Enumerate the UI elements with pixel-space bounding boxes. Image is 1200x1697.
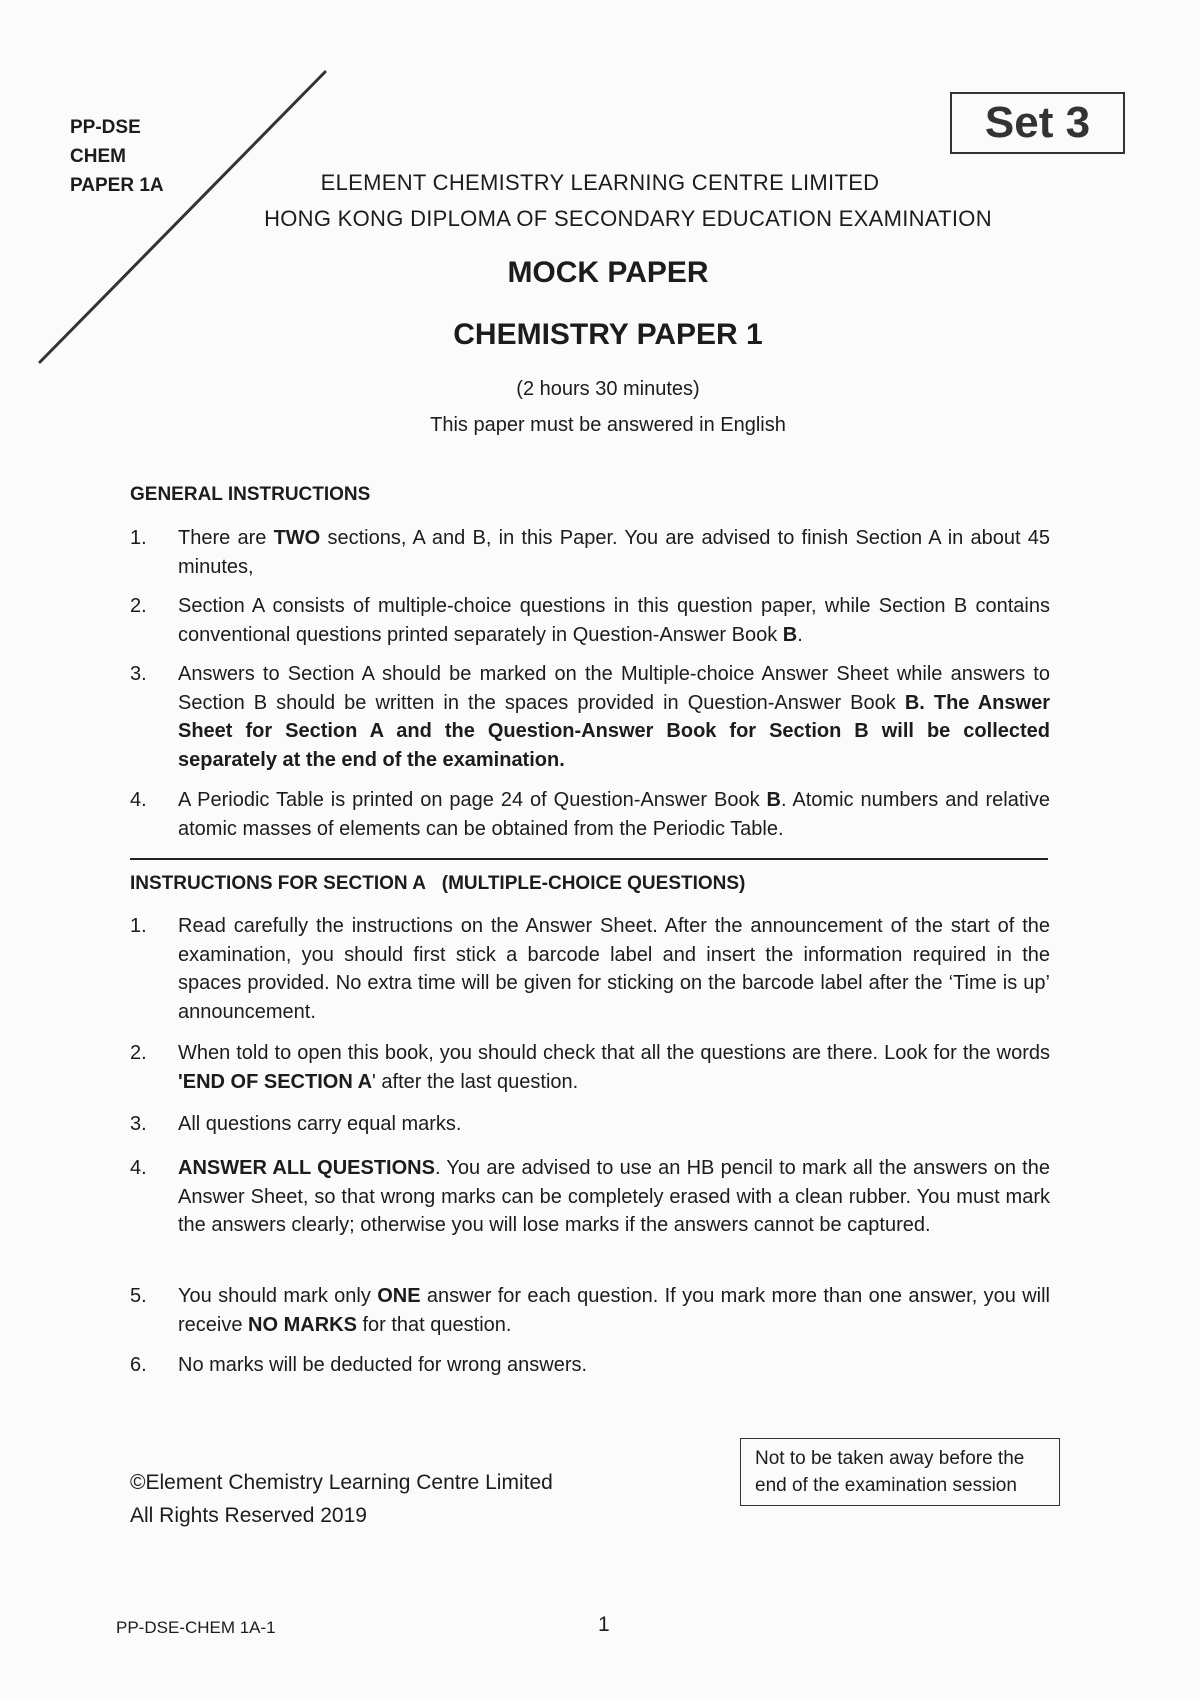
section-divider <box>130 858 1048 860</box>
list-item <box>130 524 1050 581</box>
emphasis-text: 'END OF SECTION A <box>178 1070 373 1093</box>
item-text <box>178 912 1050 1026</box>
copyright-notice <box>130 1466 553 1532</box>
item-text <box>178 1351 1050 1380</box>
emphasis-text: The Answer Sheet for Section A and the Question-Answer Book for Section B will be collected separately at the end of the examination. <box>178 691 1050 771</box>
item-text <box>178 660 1050 774</box>
text-run: Read carefully the instructions on the Answer Sheet. After the announcement of the start of the examination, you should first stick a barcode label and insert the information required in the spaces provided. No extra time will be given for sticking on the barcode label after the ‘Time is up’ announcement. <box>178 915 1050 1023</box>
general-instructions-heading: GENERAL INSTRUCTIONS <box>130 484 371 505</box>
item-text <box>178 786 1050 843</box>
page-title: MOCK PAPER <box>507 256 709 289</box>
text-run: answer for each question. If you mark more than one answer, you will receive <box>178 1285 1050 1336</box>
page-number: 1 <box>598 1613 610 1636</box>
paper-code-line: CHEM <box>70 146 126 167</box>
text-run: . <box>797 623 803 646</box>
organisation-name: ELEMENT CHEMISTRY LEARNING CENTRE LIMITED <box>320 170 880 195</box>
item-text <box>178 524 1050 581</box>
set-badge: Set 3 <box>950 92 1125 154</box>
list-item <box>130 1110 1050 1139</box>
page-subtitle: CHEMISTRY PAPER 1 <box>453 318 763 351</box>
item-number: 4. <box>130 1157 147 1179</box>
list-item <box>130 1154 1050 1240</box>
footer-code: PP-DSE-CHEM 1A-1 <box>116 1618 276 1637</box>
text-run: When told to open this book, you should check that all the questions are there. Look for the words <box>178 1042 1050 1064</box>
section-a-heading: INSTRUCTIONS FOR SECTION A (MULTIPLE-CHOICE QUESTIONS) <box>130 873 746 894</box>
text-run: . You are advised to use an HB pencil to mark all the answers on the Answer Sheet, so that wrong marks can be completely erased with a clean rubber. You must mark the answers clearly; otherwise you will lose marks if the answers cannot be captured. <box>178 1157 1050 1236</box>
text-run: ' after the last question. <box>372 1070 579 1093</box>
emphasis-text: ANSWER ALL QUESTIONS <box>178 1157 435 1179</box>
item-number: 5. <box>130 1285 147 1307</box>
language-note: This paper must be answered in English <box>430 414 786 436</box>
item-number: 3. <box>130 663 147 685</box>
item-number: 1. <box>130 527 147 549</box>
item-text <box>178 1039 1050 1096</box>
paper-code-line: PAPER 1A <box>70 175 164 196</box>
copyright-line: ©Element Chemistry Learning Centre Limited <box>130 1471 553 1494</box>
text-run: for that question. <box>356 1313 512 1336</box>
duration: (2 hours 30 minutes) <box>516 378 700 400</box>
emphasis-text: B. <box>904 691 925 714</box>
item-number: 4. <box>130 789 147 811</box>
emphasis-text: NO MARKS <box>248 1313 357 1336</box>
list-item <box>130 1039 1050 1096</box>
paper-code-line: PP-DSE <box>70 117 141 138</box>
text-run: There are <box>178 527 274 549</box>
text-run: Section A consists of multiple-choice questions in this question paper, while Section B contains conventional questions printed separately in Question-Answer Book <box>178 595 1050 646</box>
emphasis-text: B <box>766 789 781 811</box>
text-run: All questions carry equal marks. <box>178 1113 462 1135</box>
list-item <box>130 1282 1050 1339</box>
text-run: You should mark only <box>178 1285 378 1307</box>
item-number: 1. <box>130 915 147 937</box>
list-item <box>130 1351 1050 1380</box>
text-run: . Atomic numbers and relative atomic masses of elements can be obtained from the Periodic Table. <box>178 789 1050 840</box>
text-run: A Periodic Table is printed on page 24 of Question-Answer Book <box>178 789 767 811</box>
rights-line: All Rights Reserved 2019 <box>130 1504 367 1527</box>
text-run: sections, A and B, in this Paper. You are advised to finish Section A in about 45 minutes, <box>178 527 1050 578</box>
item-text <box>178 592 1050 649</box>
item-number: 2. <box>130 1042 147 1064</box>
item-number: 6. <box>130 1354 147 1376</box>
notice-box: Not to be taken away before the end of the examination session <box>740 1438 1060 1506</box>
item-text <box>178 1154 1050 1240</box>
text-run: No marks will be deducted for wrong answers. <box>178 1354 588 1376</box>
list-item <box>130 660 1050 774</box>
list-item <box>130 592 1050 649</box>
exam-name: HONG KONG DIPLOMA OF SECONDARY EDUCATION EXAMINATION <box>264 206 992 231</box>
list-item <box>130 786 1050 843</box>
emphasis-text: B <box>782 623 798 646</box>
emphasis-text: ONE <box>377 1285 421 1307</box>
item-number: 2. <box>130 595 147 617</box>
item-text <box>178 1110 1050 1139</box>
emphasis-text: TWO <box>273 527 321 549</box>
text-run: Answers to Section A should be marked on the Multiple-choice Answer Sheet while answers to Section B should be written in the spaces provided in Question-Answer Book <box>178 663 1050 714</box>
item-text <box>178 1282 1050 1339</box>
list-item <box>130 912 1050 1026</box>
item-number: 3. <box>130 1113 147 1135</box>
